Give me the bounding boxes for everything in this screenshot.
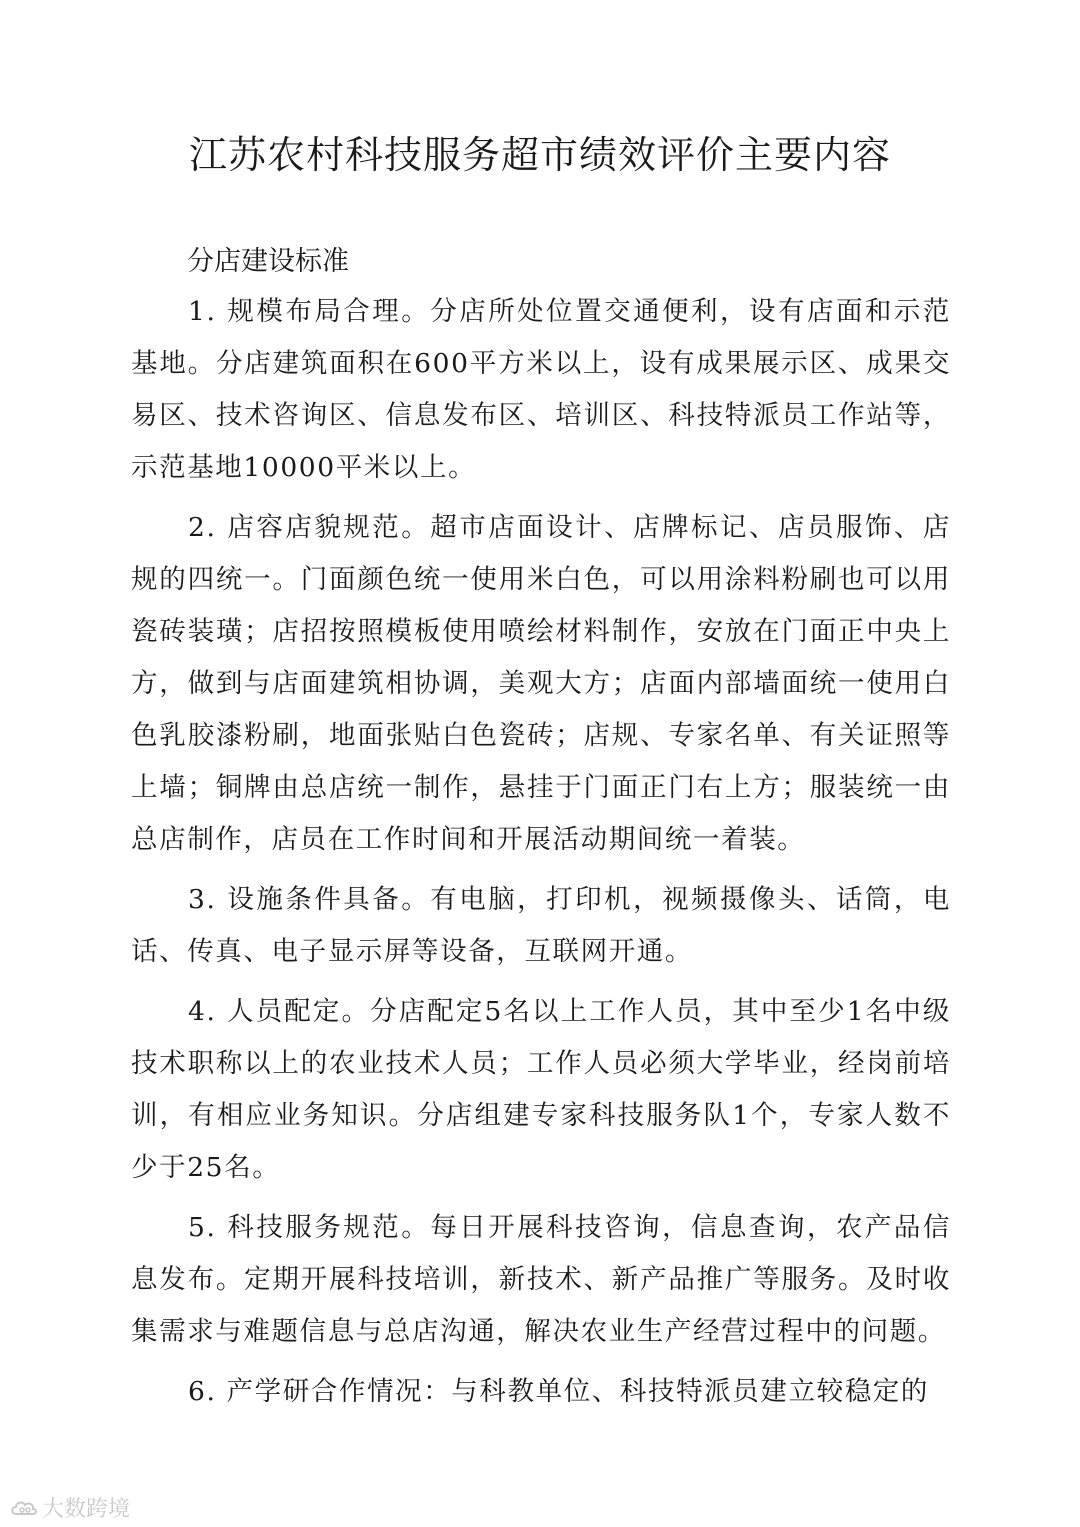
paragraph-1: 1. 规模布局合理。分店所处位置交通便利，设有店面和示范基地。分店建筑面积在600平方米以上，设有成果展示区、成果交易区、技术咨询区、信息发布区、培训区、科技特派员工作站等，示范基地10000平米以上。 [131, 296, 951, 483]
paragraph-5: 5. 科技服务规范。每日开展科技咨询，信息查询，农产品信息发布。定期开展科技培训，新技术、新产品推广等服务。及时收集需求与难题信息与总店沟通，解决农业生产经营过程中的问题。 [131, 1212, 951, 1347]
section-heading: 分店建设标准 [187, 246, 349, 277]
paragraph-6: 6. 产学研合作情况：与科教单位、科技特派员建立较稳定的 [188, 1376, 930, 1407]
paragraph-4: 4. 人员配定。分店配定5名以上工作人员，其中至少1名中级技术职称以上的农业技术人员；工作人员必须大学毕业，经岗前培训，有相应业务知识。分店组建专家科技服务队1个，专家人数不少于25名。 [131, 996, 951, 1183]
document-title: 江苏农村科技服务超市绩效评价主要内容 [188, 133, 891, 177]
paragraph-3: 3. 设施条件具备。有电脑，打印机，视频摄像头、话筒，电话、传真、电子显示屏等设备，互联网开通。 [131, 884, 951, 967]
paragraph-2: 2. 店容店貌规范。超市店面设计、店牌标记、店员服饰、店规的四统一。门面颜色统一使用米白色，可以用涂料粉刷也可以用瓷砖装璜；店招按照模板使用喷绘材料制作，安放在门面正中央上方，做到与店面建筑相协调，美观大方；店面内部墙面统一使用白色乳胶漆粉刷，地面张贴白色瓷砖；店规、专家名单、有关证照等上墙；铜牌由总店统一制作，悬挂于门面正门右上方；服装统一由总店制作，店员在工作时间和开展活动期间统一着装。 [131, 512, 951, 855]
cloud-logo-icon [10, 1496, 38, 1520]
watermark [10, 1492, 130, 1523]
document-body [131, 286, 951, 1418]
watermark-text: 大数跨境 [42, 1497, 131, 1522]
